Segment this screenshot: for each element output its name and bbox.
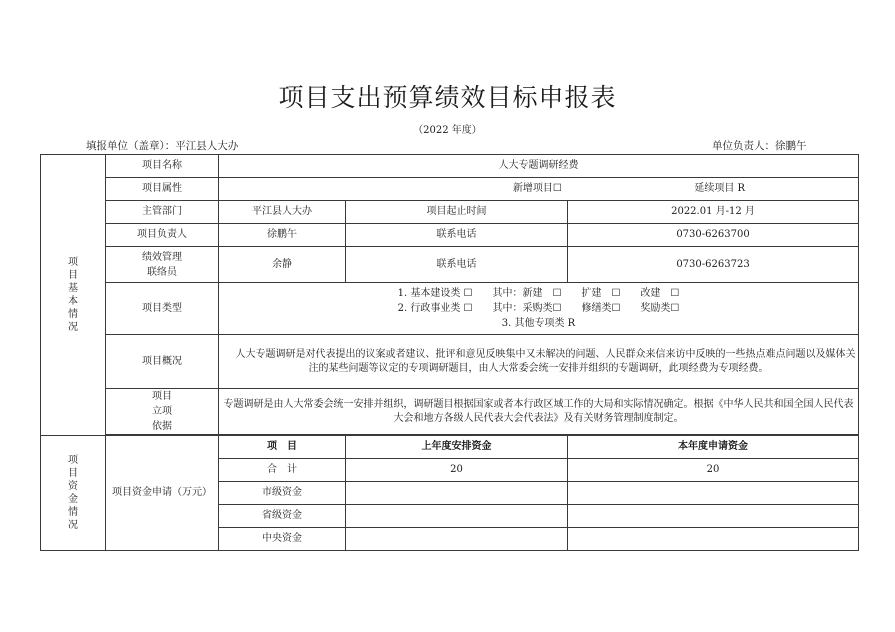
funds-item-prev: 20: [346, 459, 568, 482]
perf-contact-value: 余静: [219, 247, 346, 283]
funds-item-prev: [346, 505, 568, 528]
page-title: 项目支出预算绩效目标申报表: [278, 83, 617, 112]
project-attr-value: [219, 178, 859, 201]
row-basis: [41, 389, 859, 435]
owner-phone-value: 0730-6263700: [568, 224, 859, 247]
basis-text: 专题调研是由人大常委会统一安排并组织，调研题目根据国家或者本行政区域工作的大局和实际情况确定。根据《中华人民共和国全国人民代表大会和地方各级人民代表大会代表法》及有关财务管理制度制定。: [219, 389, 859, 435]
owner-label: 项目负责人: [106, 224, 219, 247]
budget-form-table: [40, 154, 859, 551]
project-attr-label: 项目属性: [106, 178, 219, 201]
funds-item-prev: [346, 482, 568, 505]
dept-value: 平江县人大办: [219, 201, 346, 224]
funds-item-curr: [568, 482, 859, 505]
funds-col-item: 项 目: [219, 436, 346, 459]
project-name-label: 项目名称: [106, 155, 219, 178]
row-perf-contact: [41, 247, 859, 283]
funds-item-name: 省级资金: [219, 505, 346, 528]
section-basic-label: 项目基本情况: [41, 155, 106, 436]
attr-new-option: 新增项目☐: [512, 183, 562, 194]
funds-col-curr: 本年度申请资金: [568, 436, 859, 459]
period-label: 项目起止时间: [346, 201, 568, 224]
overview-label: 项目概况: [106, 335, 219, 389]
basis-label: 项目立项依据: [106, 389, 219, 435]
attr-continue-option: 延续项目 R: [694, 183, 746, 194]
report-year: （2022 年度）: [413, 125, 482, 136]
row-project-type: [41, 283, 859, 335]
section-funds-label: 项目资金情况: [41, 436, 106, 551]
filler-unit: 填报单位（盖章）：平江县人大办: [86, 140, 239, 152]
funds-item-curr: 20: [568, 459, 859, 482]
row-owner: [41, 224, 859, 247]
row-department: [41, 201, 859, 224]
perf-contact-label: 绩效管理联络员: [106, 247, 219, 283]
funds-item-name: 中央资金: [219, 528, 346, 551]
project-type-label: 项目类型: [106, 283, 219, 335]
funds-item-curr: [568, 505, 859, 528]
funds-item-prev: [346, 528, 568, 551]
row-project-name: [41, 155, 859, 178]
row-overview: [41, 335, 859, 389]
type-line-construction: 1. 基本建设类 ☐ 其中：新建 ☐ 扩建 ☐ 改建 ☐: [397, 288, 680, 299]
type-line-admin: 2. 行政事业类 ☐ 其中：采购类☐ 修缮类☐ 奖励类☐: [397, 303, 680, 314]
perf-phone-value: 0730-6263723: [568, 247, 859, 283]
project-name-value: 人大专题调研经费: [219, 155, 859, 178]
funds-col-prev: 上年度安排资金: [346, 436, 568, 459]
dept-label: 主管部门: [106, 201, 219, 224]
unit-leader: 单位负责人：徐鹏午: [712, 140, 807, 152]
row-project-attr: [41, 178, 859, 201]
funds-item-name: 合 计: [219, 459, 346, 482]
funds-item-name: 市级资金: [219, 482, 346, 505]
type-line-other: 3. 其他专项类 R: [501, 318, 576, 329]
funds-item-curr: [568, 528, 859, 551]
overview-text: 人大专题调研是对代表提出的议案或者建议、批评和意见反映集中又未解决的问题、人民群众来信来访中反映的一些热点难点问题以及媒体关注的某些问题等议定的专项调研题目，由人大常委会统一安排并组织的专题调研，此项经费为专项经费。: [219, 335, 859, 389]
period-value: 2022.01 月-12 月: [568, 201, 859, 224]
owner-value: 徐鹏午: [219, 224, 346, 247]
funds-header-row: [41, 436, 859, 459]
perf-phone-label: 联系电话: [346, 247, 568, 283]
funds-apply-label: 项目资金申请（万元）: [106, 436, 219, 551]
project-type-options: [219, 283, 859, 335]
owner-phone-label: 联系电话: [346, 224, 568, 247]
